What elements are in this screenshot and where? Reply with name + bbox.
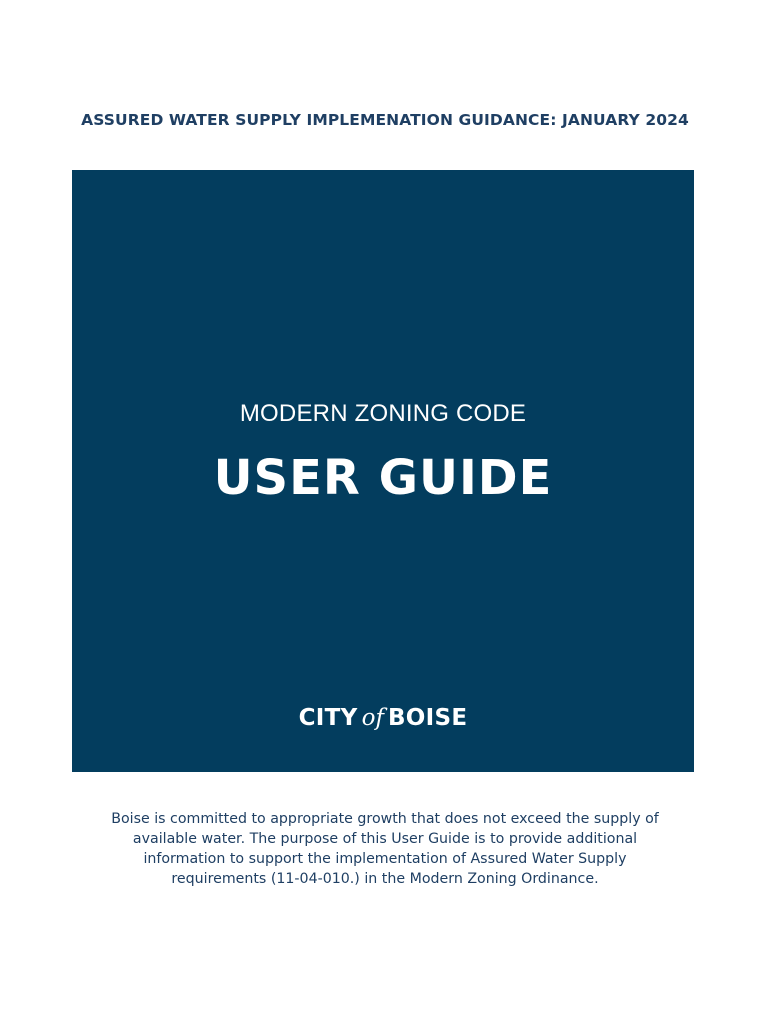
logo-boise-text: BOISE <box>387 705 468 731</box>
cover-subtitle: MODERN ZONING CODE <box>239 400 527 427</box>
city-of-boise-logo <box>72 705 694 731</box>
intro-paragraph: Boise is committed to appropriate growth that does not exceed the supply of available water. The purpose of this User Guide is to provide additional information to support the implementation of Assured Water Supply requirements (11-04-010.) in the Modern Zoning Ordinance. <box>111 811 659 887</box>
cover-block <box>72 170 694 772</box>
document-header: ASSURED WATER SUPPLY IMPLEMENATION GUIDANCE: JANUARY 2024 <box>81 111 689 129</box>
cover-title: USER GUIDE <box>213 450 553 506</box>
logo-of-text: of <box>361 705 384 731</box>
logo-city-text: CITY <box>298 705 358 731</box>
